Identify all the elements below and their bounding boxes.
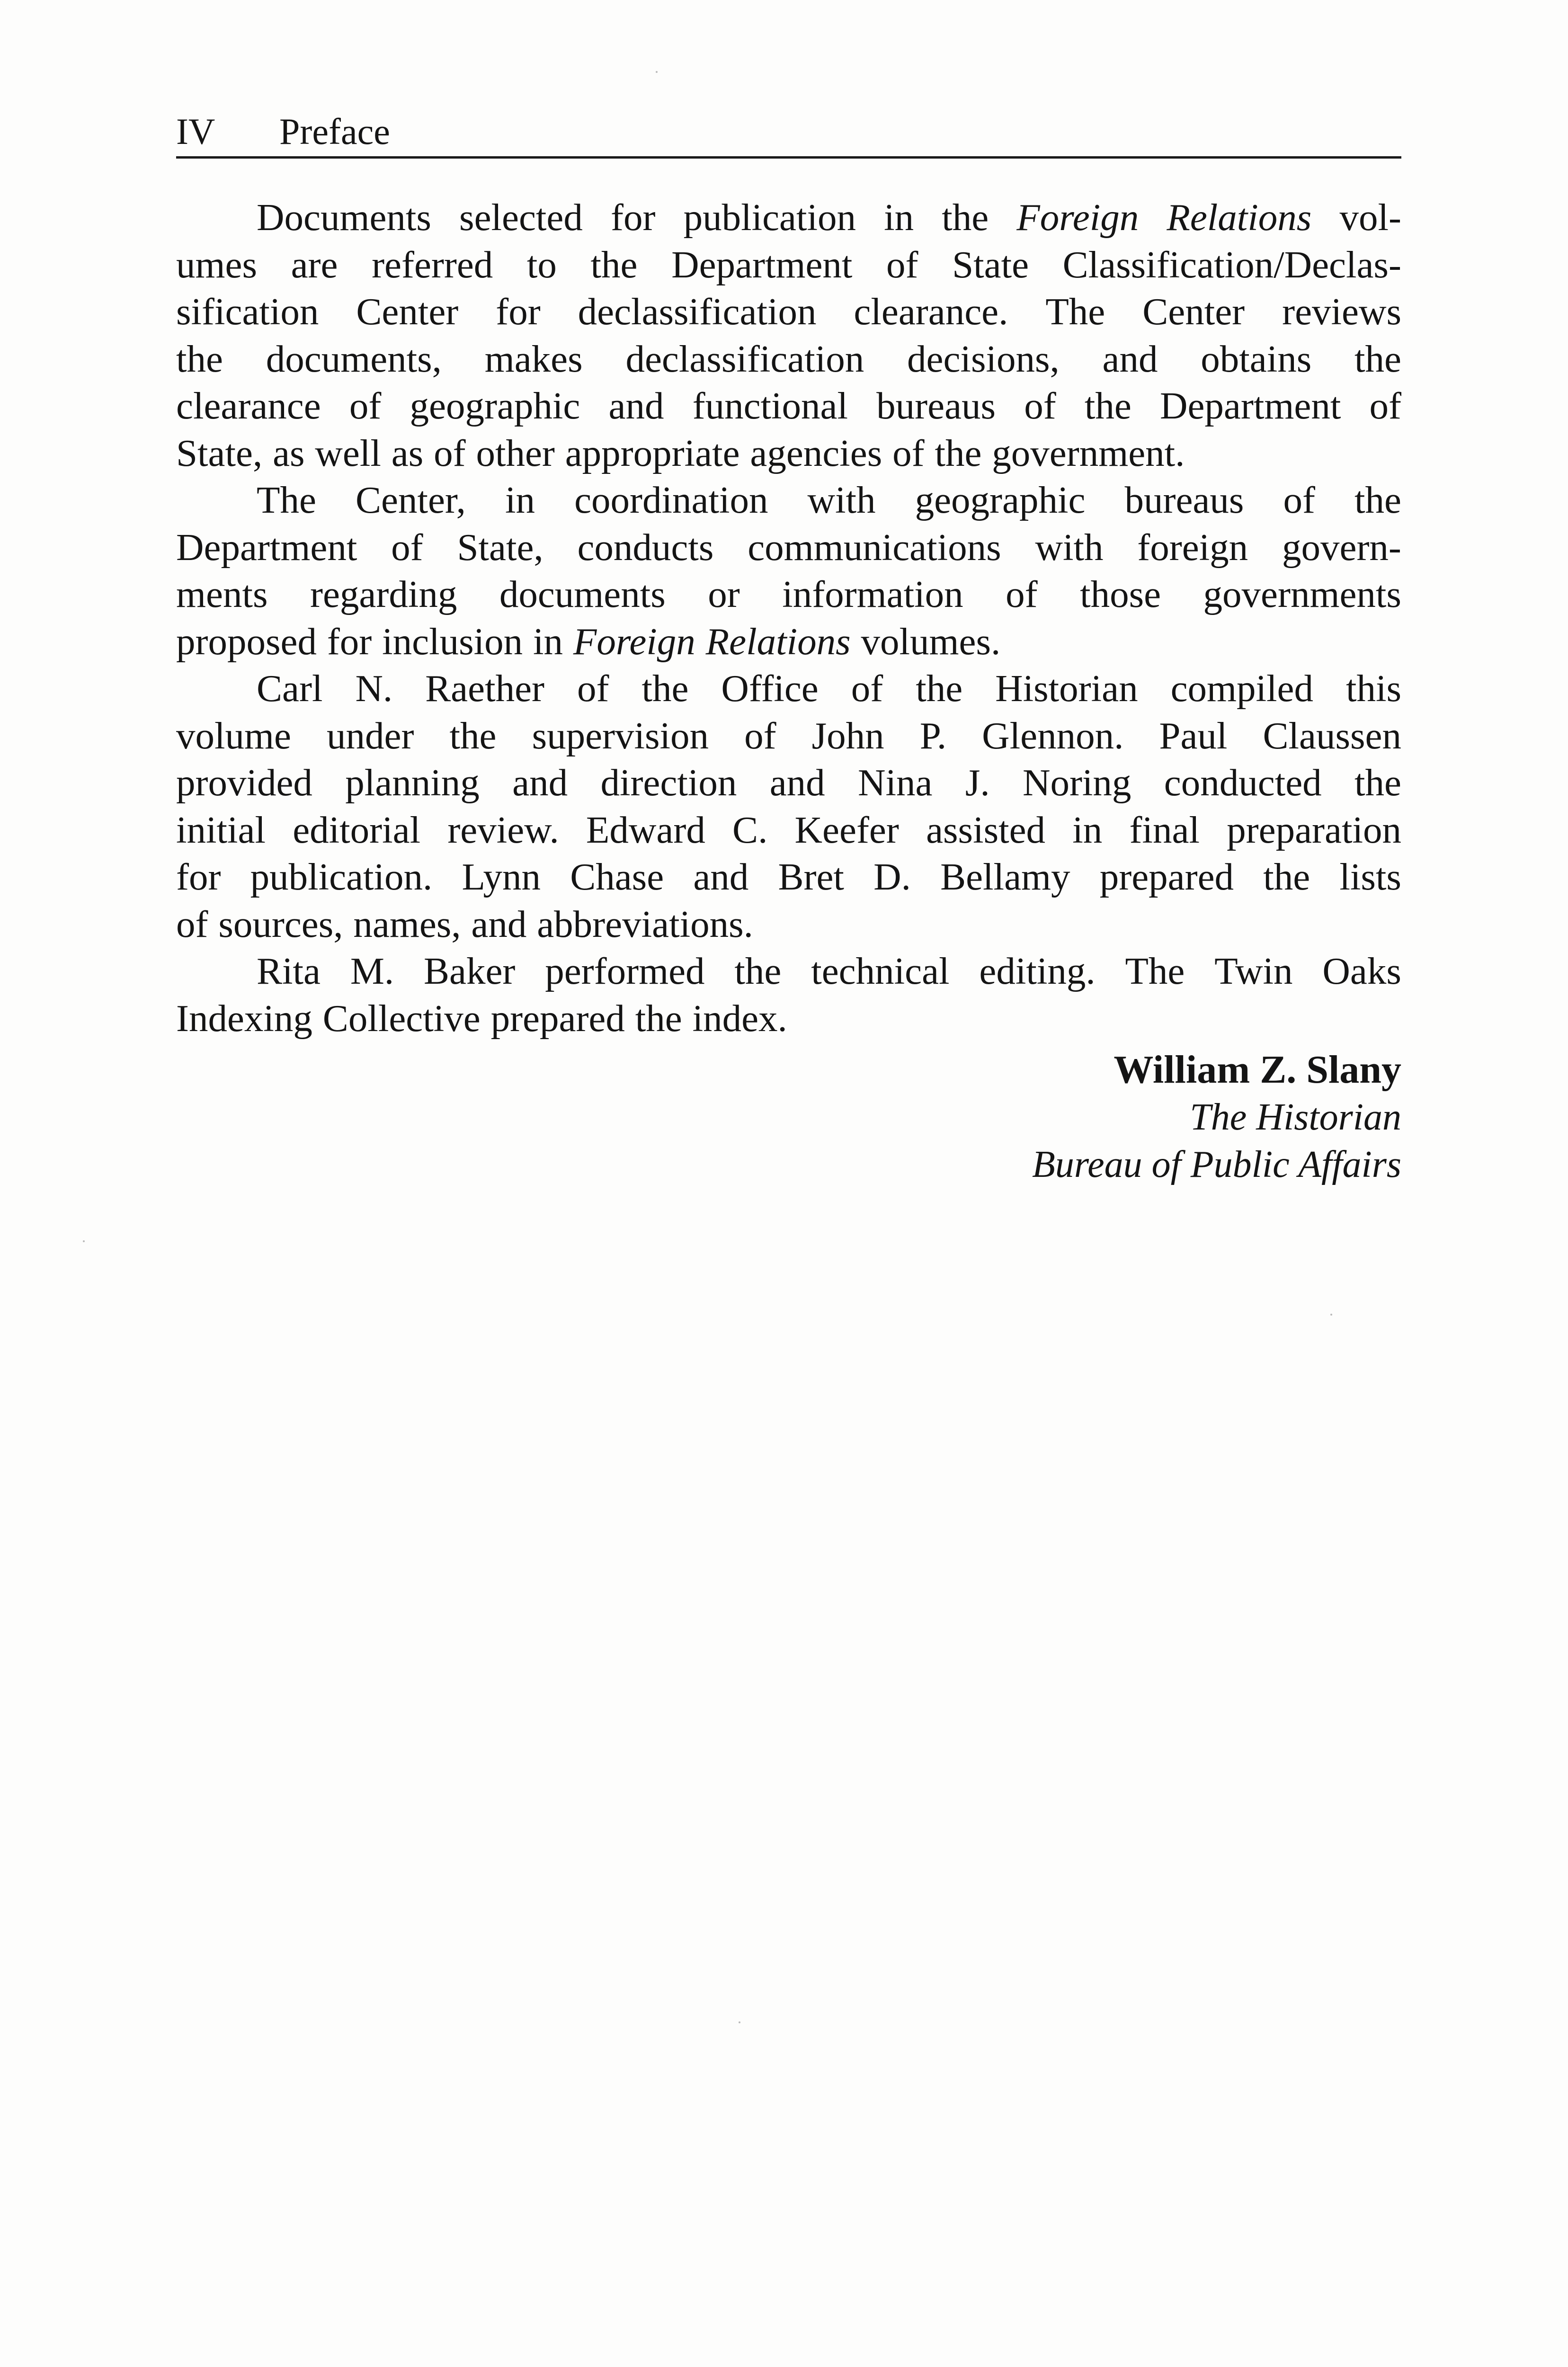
word: the <box>1354 337 1401 380</box>
word: State, <box>457 525 543 569</box>
word: declassification <box>625 337 864 380</box>
word: functional <box>692 384 848 427</box>
word: agencies <box>750 431 882 474</box>
word: the <box>635 997 682 1040</box>
word: of <box>1024 384 1056 427</box>
word: Claussen <box>1263 714 1401 757</box>
word: names, <box>353 902 461 945</box>
word: foreign <box>1137 525 1248 569</box>
word: as <box>273 431 305 474</box>
text-line <box>176 712 1401 760</box>
word: planning <box>345 761 480 804</box>
word: of <box>577 667 609 710</box>
word: Keefer <box>794 808 899 851</box>
preface-body <box>176 194 1401 1042</box>
word: referred <box>372 243 493 286</box>
word: under <box>327 714 414 757</box>
word: coordination <box>574 479 768 521</box>
word: State, <box>176 431 263 474</box>
word: Historian <box>995 667 1138 710</box>
word: C. <box>732 808 768 851</box>
word: D. <box>873 855 911 898</box>
word: sources, <box>218 902 343 945</box>
word: John <box>811 714 884 757</box>
word: governments <box>1203 573 1401 615</box>
word: the <box>1354 479 1401 521</box>
word: direction <box>600 761 737 804</box>
word: of <box>744 714 776 757</box>
word: the <box>734 950 782 992</box>
word: Office <box>721 667 819 710</box>
word: The <box>257 479 316 521</box>
word: regarding <box>310 573 457 615</box>
signature-block <box>900 1046 1401 1188</box>
word: the <box>176 337 223 380</box>
word: government. <box>992 431 1185 474</box>
word: documents, <box>266 337 442 380</box>
word: and <box>1102 337 1158 380</box>
word: obtains <box>1201 337 1312 380</box>
word: provided <box>176 761 312 804</box>
word: M. <box>350 950 394 992</box>
word: information <box>782 573 963 615</box>
word: Center, <box>356 479 466 521</box>
word: prepared <box>490 997 625 1040</box>
word: State <box>952 243 1029 286</box>
word: clearance. <box>854 290 1008 333</box>
word: Nina <box>858 761 933 804</box>
word: Rita <box>257 950 321 992</box>
word: Center <box>1142 290 1245 333</box>
word: for <box>611 196 656 239</box>
word: with <box>1035 525 1104 569</box>
word: editing. <box>979 950 1096 992</box>
word: editorial <box>293 808 421 851</box>
word: bureaus <box>876 384 996 427</box>
word: P. <box>919 714 947 757</box>
word: in <box>533 620 563 663</box>
paragraph <box>176 477 1401 665</box>
section-title: Preface <box>279 111 390 152</box>
word: conducts <box>577 525 714 569</box>
word: compiled <box>1170 667 1313 710</box>
word: volume <box>176 714 291 757</box>
word: or <box>708 573 740 615</box>
word: documents <box>499 573 666 615</box>
text-line <box>176 194 1401 241</box>
word: lists <box>1339 855 1401 898</box>
word: prepared <box>1099 855 1234 898</box>
word: the <box>1263 855 1310 898</box>
running-head <box>176 107 1401 159</box>
word: with <box>807 479 876 521</box>
word: makes <box>484 337 583 380</box>
text-line <box>176 618 1401 666</box>
italic-word: Foreign <box>573 620 695 663</box>
word: clearance <box>176 384 321 427</box>
paper-speck <box>1330 1314 1332 1316</box>
page-folio: IV <box>176 111 215 152</box>
word: bureaus <box>1124 479 1244 521</box>
word: the <box>641 667 689 710</box>
word: technical <box>811 950 950 992</box>
word: Raether <box>425 667 545 710</box>
word: well <box>315 431 381 474</box>
word: to <box>526 243 557 286</box>
word: Carl <box>257 667 323 710</box>
paper-speck <box>83 1240 85 1242</box>
text-line <box>176 807 1401 854</box>
italic-word: Foreign <box>1016 196 1139 239</box>
word: the <box>942 196 989 239</box>
text-line <box>176 571 1401 618</box>
word: the <box>590 243 638 286</box>
word: vol- <box>1339 196 1401 239</box>
text-line <box>176 854 1401 901</box>
word: the <box>916 667 963 710</box>
word: umes <box>176 243 257 286</box>
word: reviews <box>1282 290 1401 333</box>
word: appropriate <box>565 431 740 474</box>
word: for <box>496 290 541 333</box>
word: index. <box>692 997 787 1040</box>
word: performed <box>545 950 705 992</box>
text-line <box>176 995 1401 1042</box>
word: Twin <box>1214 950 1293 992</box>
paragraph <box>176 948 1401 1042</box>
signatory-office: Bureau of Public Affairs <box>1032 1144 1401 1185</box>
word: selected <box>459 196 583 239</box>
word: Documents <box>257 196 431 239</box>
word: and <box>512 761 568 804</box>
word: publication. <box>250 855 433 898</box>
word: for <box>327 620 372 663</box>
word: the <box>1354 761 1401 804</box>
signatory-name: William Z. Slany <box>1114 1048 1401 1092</box>
word: the <box>935 431 982 474</box>
word: J. <box>965 761 990 804</box>
text-line <box>176 948 1401 995</box>
word: other <box>476 431 555 474</box>
word: in <box>505 479 535 521</box>
word: geographic <box>915 479 1086 521</box>
word: ments <box>176 573 268 615</box>
word: volumes. <box>861 620 1001 663</box>
word: Department <box>176 525 357 569</box>
word: and <box>608 384 664 427</box>
word: Oaks <box>1322 950 1401 992</box>
word: abbreviations. <box>537 902 753 945</box>
word: of <box>886 243 918 286</box>
text-line <box>176 524 1401 571</box>
word: of <box>1006 573 1038 615</box>
word: the <box>1084 384 1131 427</box>
word: as <box>391 431 424 474</box>
word: declassification <box>578 290 817 333</box>
word: decisions, <box>907 337 1060 380</box>
word: inclusion <box>382 620 523 663</box>
word: Department <box>1159 384 1341 427</box>
word: Department <box>671 243 853 286</box>
word: govern- <box>1282 525 1401 569</box>
word: The <box>1125 950 1185 992</box>
italic-word: Relations <box>705 620 851 663</box>
word: Baker <box>423 950 516 992</box>
word: in <box>1072 808 1103 851</box>
text-line <box>176 665 1401 712</box>
text-line <box>176 336 1401 383</box>
word: of <box>851 667 883 710</box>
word: Paul <box>1159 714 1228 757</box>
text-line <box>176 901 1401 948</box>
text-line <box>176 288 1401 336</box>
word: Classification/Declas- <box>1062 243 1401 286</box>
word: those <box>1080 573 1161 615</box>
word: Glennon. <box>982 714 1124 757</box>
word: The <box>1045 290 1105 333</box>
text-line <box>176 477 1401 524</box>
text-line <box>176 759 1401 807</box>
word: of <box>434 431 466 474</box>
word: are <box>291 243 338 286</box>
word: sification <box>176 290 319 333</box>
word: of <box>1369 384 1401 427</box>
word: Collective <box>322 997 481 1040</box>
word: of <box>349 384 382 427</box>
word: and <box>693 855 749 898</box>
word: Center <box>356 290 459 333</box>
word: geographic <box>410 384 580 427</box>
word: the <box>449 714 497 757</box>
text-line <box>176 383 1401 430</box>
word: final <box>1129 808 1200 851</box>
text-line <box>176 430 1401 477</box>
word: assisted <box>926 808 1046 851</box>
text-line <box>176 241 1401 289</box>
word: proposed <box>176 620 317 663</box>
word: communications <box>748 525 1001 569</box>
word: Bellamy <box>940 855 1070 898</box>
paper-speck <box>739 2021 740 2023</box>
word: Indexing <box>176 997 312 1040</box>
word: this <box>1345 667 1401 710</box>
word: Lynn <box>462 855 541 898</box>
word: of <box>391 525 423 569</box>
word: publication <box>683 196 856 239</box>
signatory-title: The Historian <box>1190 1096 1401 1138</box>
word: of <box>892 431 925 474</box>
word: Edward <box>586 808 705 851</box>
word: review. <box>447 808 559 851</box>
word: preparation <box>1227 808 1401 851</box>
word: N. <box>355 667 393 710</box>
word: and <box>769 761 825 804</box>
word: of <box>1283 479 1315 521</box>
word: Noring <box>1022 761 1131 804</box>
word: of <box>176 902 208 945</box>
word: conducted <box>1164 761 1322 804</box>
paragraph <box>176 194 1401 477</box>
word: supervision <box>532 714 709 757</box>
italic-word: Relations <box>1167 196 1312 239</box>
word: for <box>176 855 221 898</box>
word: Chase <box>570 855 664 898</box>
word: in <box>884 196 914 239</box>
word: Bret <box>778 855 844 898</box>
paper-speck <box>656 71 658 73</box>
word: and <box>471 902 527 945</box>
paragraph <box>176 665 1401 948</box>
word: initial <box>176 808 266 851</box>
